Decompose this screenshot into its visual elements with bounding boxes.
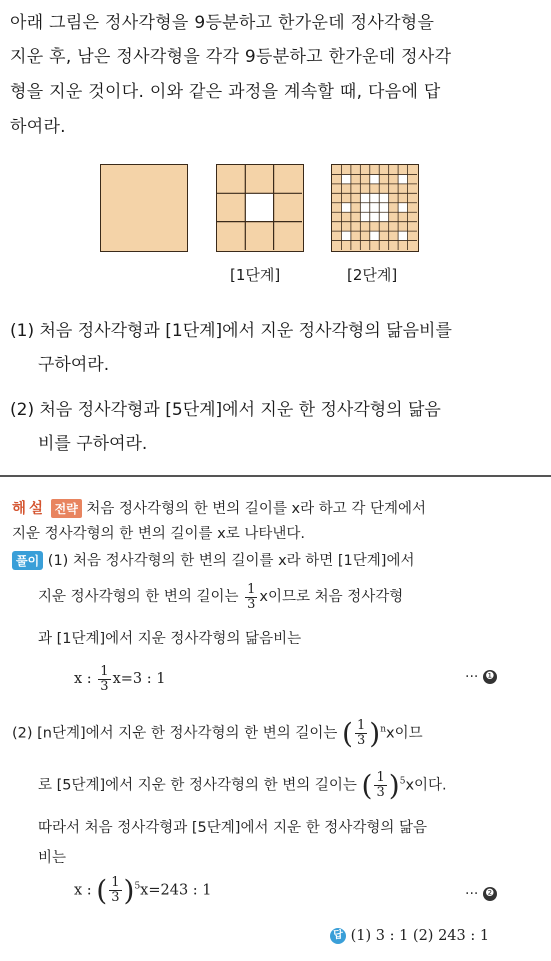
section-divider: [0, 475, 551, 477]
solution-heading: 해설: [12, 501, 47, 517]
pul-tag: 풀이: [12, 551, 43, 570]
removed-sub-cell: [341, 203, 350, 212]
equation-2: x : ( $\frac{1}{3}$ )$^5$x=243 : 1: [74, 874, 212, 907]
p1-line-2: [38, 583, 403, 611]
removed-sub-cell: [341, 174, 350, 183]
exponent-n: n: [380, 724, 386, 735]
marker-2: ··· ❷: [465, 886, 497, 902]
answer-line: [330, 928, 489, 944]
p1-line-3: 과 [1단계]에서 지운 정사각형의 닮음비는: [38, 631, 302, 647]
eq1-left: x :: [74, 671, 92, 688]
removed-sub-cell: [370, 174, 379, 183]
p2-text-2a: 로 [5단계]에서 지운 한 정사각형의 한 변의 길이는: [38, 777, 357, 794]
p1-text-1: (1) 처음 정사각형의 한 변의 길이를 x라 하면 [1단계]에서: [47, 553, 415, 569]
circle-2-icon: ❷: [483, 887, 497, 901]
strategy-tag: 전략: [51, 499, 82, 518]
exponent-5: 5: [399, 776, 406, 787]
p2-fraction-5: $\frac{1}{3}$: [376, 770, 385, 800]
removed-center-cell: [370, 193, 379, 202]
strategy-line-1: [12, 497, 426, 518]
p2-line-1: (2) [n단계]에서 지운 한 정사각형의 한 변의 길이는 ( $\frac{1}{3}$ )$^n$x이므: [12, 717, 423, 750]
problem-section: [0, 0, 551, 475]
eq2-left: x :: [74, 882, 92, 899]
removed-center-cell: [379, 193, 388, 202]
strategy-line-2: 지운 정사각형의 한 변의 길이를 x로 나타낸다.: [12, 526, 305, 542]
p2-text-2b: x이다.: [405, 777, 447, 794]
removed-center-cell: [360, 193, 369, 202]
circle-1-icon: ❶: [483, 670, 497, 684]
figure-stage-2: [331, 164, 419, 252]
question-1-line-2: 구하여라.: [38, 355, 110, 375]
eq2-exponent: 5: [134, 881, 141, 892]
p2-line-2: 로 [5단계]에서 지운 한 정사각형의 한 변의 길이는 ( $\frac{1}{3}$ )$^5$x이다.: [38, 769, 447, 802]
figure-original-square: [100, 164, 188, 252]
stage-2-label: [2단계]: [347, 266, 398, 284]
eq2-right: x=243 : 1: [140, 882, 212, 899]
removed-sub-cell: [398, 203, 407, 212]
figure-stage-1: [216, 164, 304, 252]
question-1-line-1: (1) 처음 정사각형과 [1단계]에서 지운 정사각형의 닮음비를: [10, 321, 452, 341]
removed-center-cell: [370, 203, 379, 212]
marker-1: ··· ❶: [465, 669, 497, 685]
p2-fraction-n: $\frac{1}{3}$: [356, 718, 366, 748]
equation-1: [74, 665, 165, 693]
problem-line-2: 지운 후, 남은 정사각형을 각각 9등분하고 한가운데 정사각: [10, 47, 452, 67]
p1-text-2b: x이므로 처음 정사각형: [259, 589, 404, 606]
answer-tag: 답: [330, 928, 346, 944]
eq1-fraction: $\frac{1}{3}$: [100, 664, 109, 694]
removed-center-cell: [379, 212, 388, 221]
stage-2-grid: [332, 165, 417, 250]
p2-text-1a: (2) [n단계]에서 지운 한 정사각형의 한 변의 길이는: [12, 725, 338, 742]
p1-line-1: [12, 549, 414, 570]
removed-sub-cell: [398, 231, 407, 240]
eq1-right: x=3 : 1: [112, 671, 166, 688]
stage-1-grid: [217, 165, 302, 250]
removed-sub-cell: [398, 174, 407, 183]
removed-sub-cell: [370, 231, 379, 240]
removed-center-cell: [360, 203, 369, 212]
stage-1-label: [1단계]: [230, 266, 281, 284]
strategy-text-1: 처음 정사각형의 한 변의 길이를 x라 하고 각 단계에서: [86, 501, 427, 517]
eq2-fraction: $\frac{1}{3}$: [111, 875, 120, 905]
removed-sub-cell: [341, 231, 350, 240]
p2-text-1b: x이므: [386, 725, 423, 742]
removed-center-cell: [360, 212, 369, 221]
p1-text-2a: 지운 정사각형의 한 변의 길이는: [38, 589, 239, 606]
problem-line-4: 하여라.: [10, 117, 66, 137]
fraction-one-third: $\frac{1}{3}$: [247, 582, 256, 612]
question-2-line-2: 비를 구하여라.: [38, 434, 148, 454]
removed-center-cell: [379, 203, 388, 212]
p2-line-3: 따라서 처음 정사각형과 [5단계]에서 지운 한 정사각형의 닮음: [38, 820, 427, 836]
answer-text: (1) 3 : 1 (2) 243 : 1: [350, 928, 490, 944]
removed-center-cell: [370, 212, 379, 221]
question-2-line-1: (2) 처음 정사각형과 [5단계]에서 지운 한 정사각형의 닮음: [10, 400, 441, 420]
p2-line-4: 비는: [38, 850, 67, 866]
problem-line-3: 형을 지운 것이다. 이와 같은 과정을 계속할 때, 다음에 답: [10, 82, 441, 102]
problem-line-1: 아래 그림은 정사각형을 9등분하고 한가운데 정사각형을: [10, 13, 435, 33]
